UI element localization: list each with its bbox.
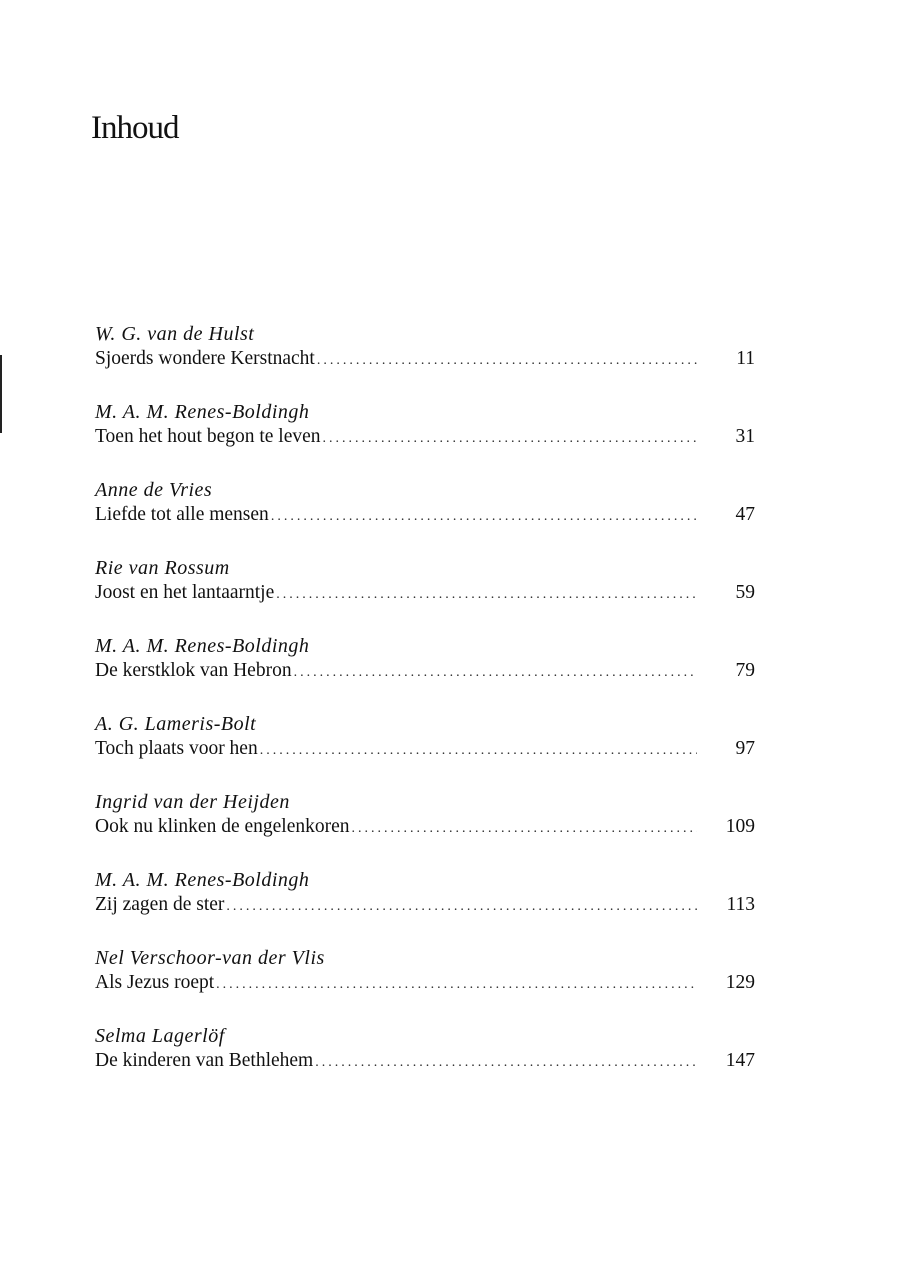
entry-page-number: 129 [725,972,755,993]
dot-leader [294,661,697,685]
entry-title: Joost en het lantaarntje [95,582,275,603]
entry-page-number: 113 [726,894,755,915]
entry-title: Zij zagen de ster [95,894,225,915]
entry-title: Ook nu klinken de engelenkoren [95,816,350,837]
entry-line [95,347,755,371]
entry-author: M. A. M. Renes-Boldingh [95,635,310,657]
entry-page-number: 11 [736,348,755,369]
entry-title: Toen het hout begon te leven [95,426,321,447]
toc-entry [95,400,755,478]
entry-author: Rie van Rossum [95,557,230,579]
entry-title: De kerstklok van Hebron [95,660,292,681]
entry-author: W. G. van de Hulst [95,323,255,345]
entry-author: Selma Lagerlöf [95,1025,225,1047]
toc-entry [95,1024,755,1102]
entry-page-number: 31 [735,426,755,447]
dot-leader [216,973,697,997]
entry-page-number: 147 [725,1050,755,1071]
dot-leader [315,1051,697,1075]
toc-entry [95,946,755,1024]
entry-title: Toch plaats voor hen [95,738,258,759]
page-title: Inhoud [91,110,179,146]
dot-leader [226,895,697,919]
entry-author: M. A. M. Renes-Boldingh [95,401,310,423]
entry-line [95,503,755,527]
entry-line [95,737,755,761]
entry-page-number: 109 [725,816,755,837]
toc-entry [95,712,755,790]
entry-title: Liefde tot alle mensen [95,504,269,525]
entry-title: Als Jezus roept [95,972,215,993]
entry-page-number: 47 [735,504,755,525]
entry-line [95,1049,755,1073]
entry-page-number: 59 [735,582,755,603]
toc-entry [95,868,755,946]
dot-leader [276,583,697,607]
dot-leader [260,739,697,763]
entry-title: Sjoerds wondere Kerstnacht [95,348,315,369]
entry-line [95,581,755,605]
entry-author: Nel Verschoor-van der Vlis [95,947,325,969]
entry-author: M. A. M. Renes-Boldingh [95,869,310,891]
entry-line [95,815,755,839]
toc-entry [95,556,755,634]
entry-line [95,659,755,683]
entry-author: Anne de Vries [95,479,213,501]
entry-page-number: 97 [735,738,755,759]
toc-entry [95,478,755,556]
dot-leader [323,427,697,451]
toc-entry [95,322,755,400]
entry-page-number: 79 [735,660,755,681]
entry-line [95,425,755,449]
entry-line [95,971,755,995]
dot-leader [271,505,697,529]
dot-leader [352,817,697,841]
toc-entry [95,790,755,868]
scan-edge-mark [0,355,2,433]
entry-author: Ingrid van der Heijden [95,791,290,813]
table-of-contents [95,322,755,1102]
entry-title: De kinderen van Bethlehem [95,1050,314,1071]
entry-author: A. G. Lameris-Bolt [95,713,257,735]
entry-line [95,893,755,917]
dot-leader [317,349,697,373]
toc-entry [95,634,755,712]
